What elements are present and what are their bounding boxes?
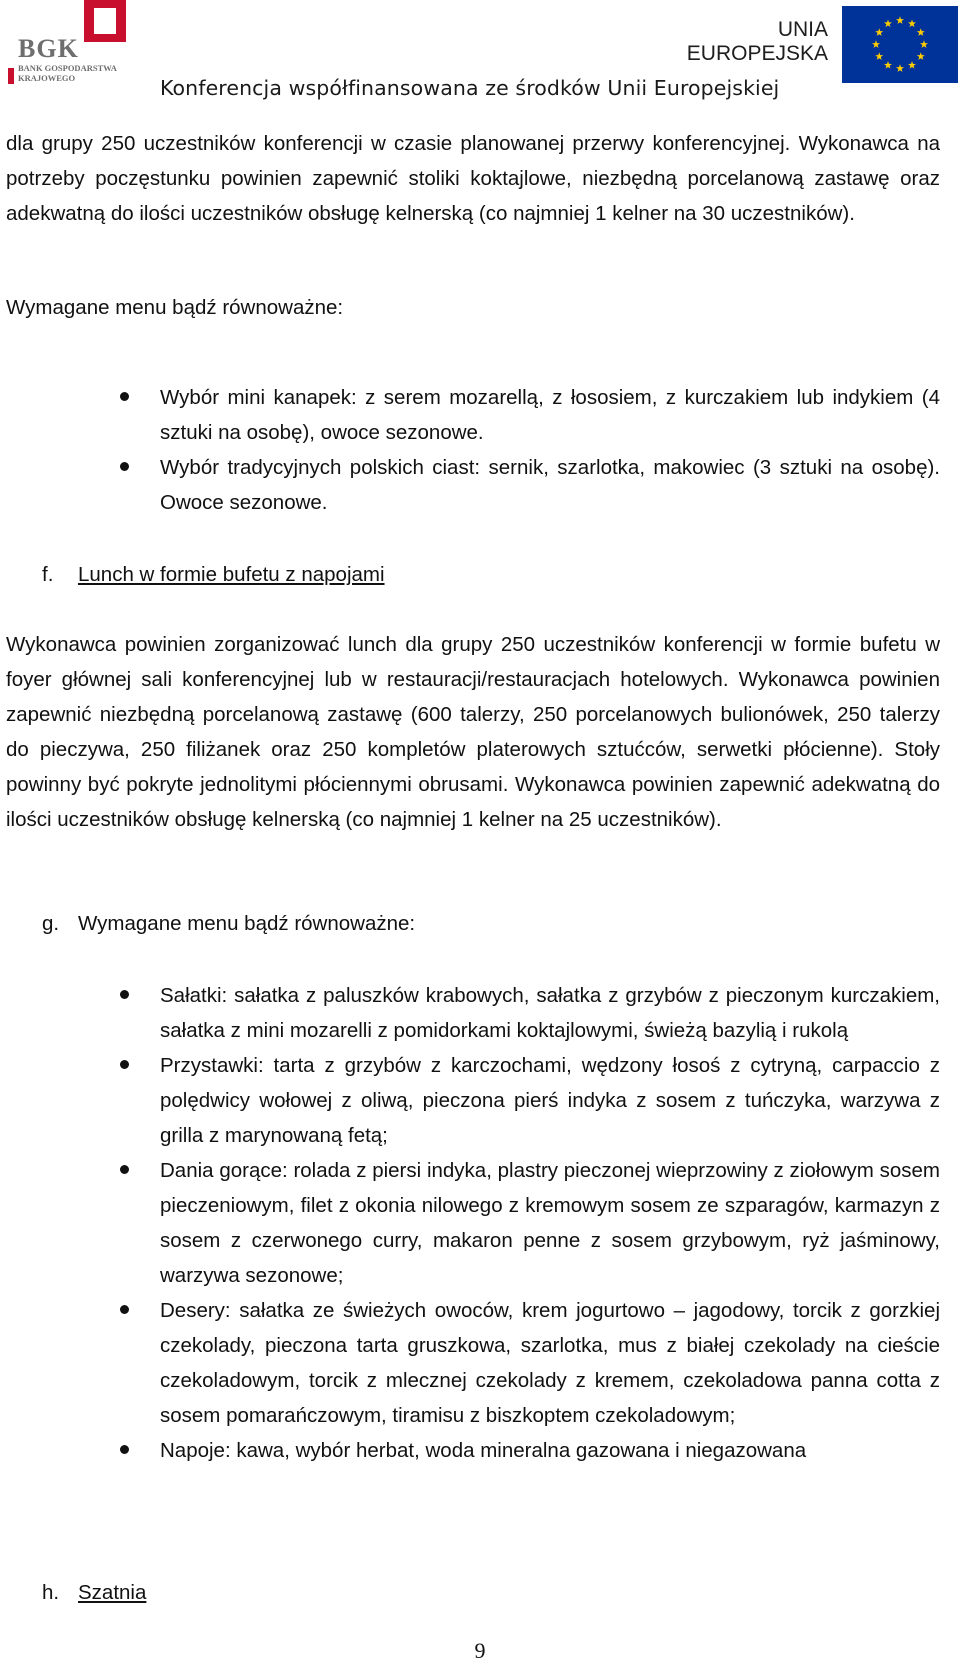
bullet-icon <box>120 1305 129 1314</box>
bgk-logo-name: BGK <box>18 34 79 63</box>
menu-heading: Wymagane menu bądź równoważne: <box>6 296 344 319</box>
eu-star-icon <box>917 28 925 36</box>
lunch-paragraph: Wykonawca powinien zorganizować lunch dla grupy 250 uczestników konferencji w formie bufetu w foyer głównej sali konferencyjnej lub w restauracji/restauracjach hotelowych. Wykonawca powinien zapewnić niezbędną porcelanową zastawę (600 talerzy, 250 porcelanowych bulionówek, 250 talerzy do pieczywa, 250 filiżanek oraz 250 kompletów platerowych sztućców, serwetki płócienne). Stoły powinny być pokryte jednolitymi płóciennymi obrusami. Wykonawca powinien zapewnić adekwatną do ilości uczestników obsługę kelnerską (co najmniej 1 kelner na 25 uczestników). <box>6 633 940 831</box>
lunch-menu-list <box>120 978 940 1468</box>
eu-star-icon <box>908 20 916 28</box>
eu-star-icon <box>908 61 916 69</box>
eu-star-icon <box>875 52 883 60</box>
conference-cofinancing-line: Konferencja współfinansowana ze środków Unii Europejskiej <box>160 76 780 100</box>
eu-logo-text: UNIA EUROPEJSKA <box>686 18 828 65</box>
eu-star-icon <box>896 16 904 24</box>
eu-star-icon <box>920 40 928 48</box>
eu-star-icon <box>896 64 904 72</box>
eu-star-icon <box>875 28 883 36</box>
eu-star-icon <box>884 20 892 28</box>
list-item: Napoje: kawa, wybór herbat, woda mineralna gazowana i niegazowana <box>120 1433 940 1468</box>
list-item: Sałatki: sałatka z paluszków krabowych, sałatka z grzybów z pieczonym kurczakiem, sałatka z mini mozarelli z pomidorkami koktajlowymi, świeżą bazylią i rukolą <box>120 978 940 1048</box>
bgk-logo-mark <box>84 0 126 42</box>
bullet-icon <box>120 392 129 401</box>
eu-star-icon <box>872 40 880 48</box>
list-item: Desery: sałatka ze świeżych owoców, krem jogurtowo – jagodowy, torcik z gorzkiej czekolady, pieczona tarta gruszkowa, szarlotka, mus z białej czekolady na cieście czekoladowym, torcik z mlecznej czekolady z kremem, czekoladowa panna cotta z sosem pomarańczowym, tiramisu z biszkoptem czekoladowym; <box>120 1293 940 1433</box>
bgk-logo <box>4 0 129 90</box>
list-item: Wybór mini kanapek: z serem mozarellą, z łososiem, z kurczakiem lub indykiem (4 sztuki na osobę), owoce sezonowe. <box>120 380 940 450</box>
bullet-icon <box>120 462 129 471</box>
eu-star-icon <box>884 61 892 69</box>
bgk-logo-subtitle: BANK GOSPODARSTWA KRAJOWEGO <box>18 63 117 83</box>
page-number: 9 <box>474 1638 486 1663</box>
list-item: Przystawki: tarta z grzybów z karczochami, wędzony łosoś z cytryną, carpaccio z polędwicy wołowej z oliwą, pieczona pierś indyka z sosem z tuńczyka, warzywa z grilla z marynowaną fetą; <box>120 1048 940 1153</box>
list-item: Wybór tradycyjnych polskich ciast: sernik, szarlotka, makowiec (3 sztuki na osobę). Owoce sezonowe. <box>120 450 940 520</box>
bullet-icon <box>120 1445 129 1454</box>
section-f-heading: f. Lunch w formie bufetu z napojami <box>42 563 385 586</box>
eu-logo <box>686 6 958 82</box>
list-item: Dania gorące: rolada z piersi indyka, plastry pieczonej wieprzowiny z ziołowym sosem pieczeniowym, filet z okonia nilowego z kremowym sosem ze szparagów, karmazyn z sosem z czerwonego curry, makaron penne z sosem grzybowym, ryż jaśminowy, warzywa sezonowe; <box>120 1153 940 1293</box>
eu-star-icon <box>917 52 925 60</box>
bullet-icon <box>120 990 129 999</box>
intro-paragraph: dla grupy 250 uczestników konferencji w czasie planowanej przerwy konferencyjnej. Wykonawca na potrzeby poczęstunku powinien zapewnić stoliki koktajlowe, niezbędną porcelanową zastawę oraz adekwatną do ilości uczestników obsługę kelnerską (co najmniej 1 kelner na 30 uczestników). <box>6 132 940 225</box>
section-g-heading: g. Wymagane menu bądź równoważne: <box>42 912 416 935</box>
eu-flag-icon <box>842 6 958 83</box>
bullet-icon <box>120 1060 129 1069</box>
coffee-break-menu-list <box>120 380 940 520</box>
page-header <box>0 0 960 112</box>
bullet-icon <box>120 1165 129 1174</box>
section-h-heading: h. Szatnia <box>42 1581 147 1604</box>
